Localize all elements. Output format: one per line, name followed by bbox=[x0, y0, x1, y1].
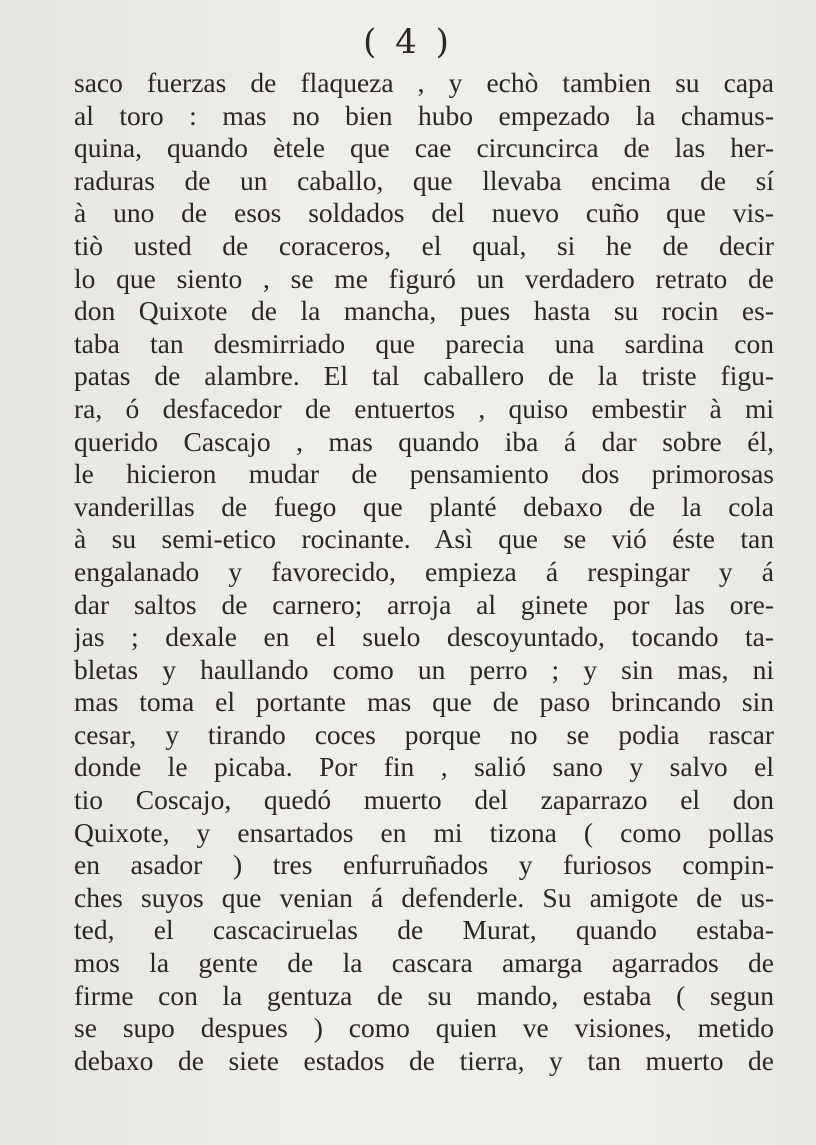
text-line: bletas y haullando como un perro ; y sin mas, ni bbox=[74, 653, 774, 685]
text-line: tio Coscajo, quedó muerto del zaparrazo el don bbox=[74, 784, 774, 816]
text-line: ted, el cascaciruelas de Murat, quando estaba- bbox=[74, 914, 774, 946]
text-line: donde le picaba. Por fin , salió sano y salvo el bbox=[74, 751, 774, 783]
text-line: le hicieron mudar de pensamiento dos primorosas bbox=[74, 458, 774, 490]
text-line: jas ; dexale en el suelo descoyuntado, tocando ta- bbox=[74, 621, 774, 653]
text-line: se supo despues ) como quien ve visiones, metido bbox=[74, 1012, 774, 1044]
text-line: debaxo de siete estados de tierra, y tan muerto de bbox=[74, 1044, 774, 1076]
text-line: taba tan desmirriado que parecia una sardina con bbox=[74, 327, 774, 359]
text-line: patas de alambre. El tal caballero de la triste figu- bbox=[74, 360, 774, 392]
text-line: quina, quando ètele que cae circuncirca de las her- bbox=[74, 132, 774, 164]
text-line: ches suyos que venian á defenderle. Su amigote de us- bbox=[74, 881, 774, 913]
text-line: lo que siento , se me figuró un verdadero retrato de bbox=[74, 262, 774, 294]
text-line: vanderillas de fuego que planté debaxo de la cola bbox=[74, 490, 774, 522]
text-line: en asador ) tres enfurruñados y furiosos compin- bbox=[74, 849, 774, 881]
text-line: à uno de esos soldados del nuevo cuño que vis- bbox=[74, 197, 774, 229]
text-line: dar saltos de carnero; arroja al ginete por las ore- bbox=[74, 588, 774, 620]
text-line: al toro : mas no bien hubo empezado la chamus- bbox=[74, 99, 774, 131]
text-line: engalanado y favorecido, empieza á respingar y á bbox=[74, 555, 774, 587]
text-line: don Quixote de la mancha, pues hasta su rocin es- bbox=[74, 295, 774, 327]
text-line: raduras de un caballo, que llevaba encima de sí bbox=[74, 164, 774, 196]
text-line: à su semi-etico rocinante. Asì que se vió éste tan bbox=[74, 523, 774, 555]
text-line: firme con la gentuza de su mando, estaba ( segun bbox=[74, 979, 774, 1011]
text-line: cesar, y tirando coces porque no se podia rascar bbox=[74, 718, 774, 750]
text-line: Quixote, y ensartados en mi tizona ( como pollas bbox=[74, 816, 774, 848]
text-line: ra, ó desfacedor de entuertos , quiso embestir à mi bbox=[74, 392, 774, 424]
body-text bbox=[74, 67, 774, 1077]
text-line: tiò usted de coraceros, el qual, si he de decir bbox=[74, 229, 774, 261]
text-line: mas toma el portante mas que de paso brincando sin bbox=[74, 686, 774, 718]
text-line: mos la gente de la cascara amarga agarrados de bbox=[74, 947, 774, 979]
text-line: querido Cascajo , mas quando iba á dar sobre él, bbox=[74, 425, 774, 457]
page-number: ( 4 ) bbox=[363, 22, 453, 62]
text-line: saco fuerzas de flaqueza , y echò tambien su capa bbox=[74, 67, 774, 98]
